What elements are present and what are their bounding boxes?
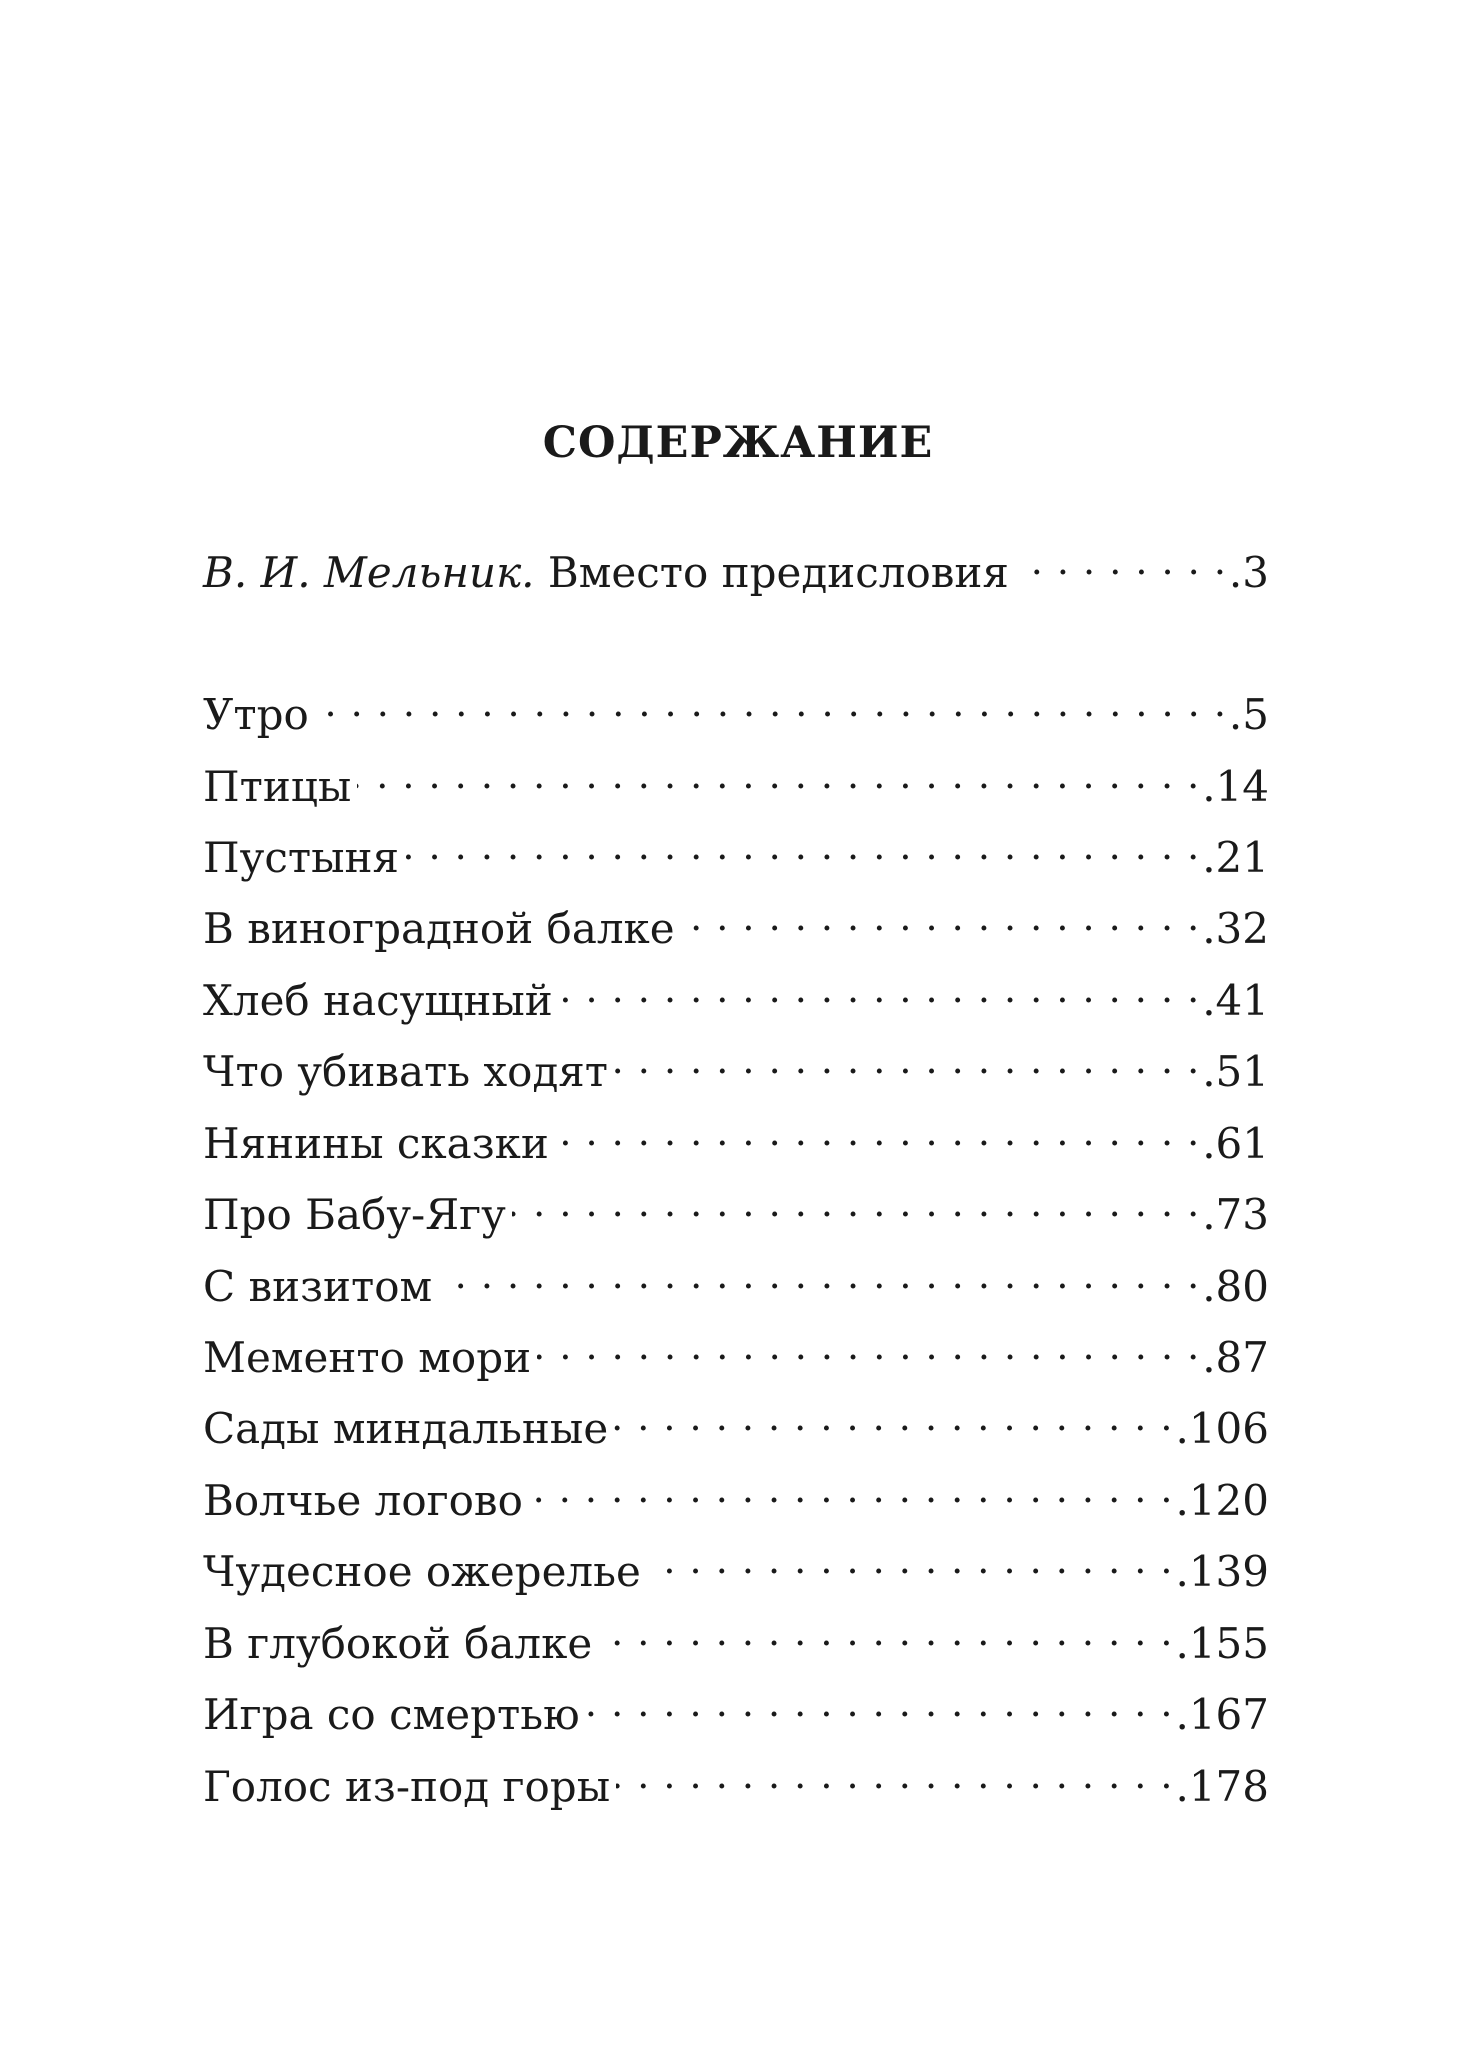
toc-entry[interactable] — [203, 1177, 1269, 1241]
toc-entry-page: .32 — [1202, 904, 1269, 953]
toc-entry-preface[interactable] — [203, 535, 1269, 599]
toc-entry[interactable] — [203, 1677, 1269, 1741]
toc-entry-title: Утро — [203, 690, 309, 739]
toc-entry[interactable] — [203, 1391, 1269, 1455]
dot-leader — [438, 1249, 1200, 1301]
toc-entry[interactable] — [203, 820, 1269, 884]
dot-leader — [555, 1106, 1200, 1158]
dot-leader — [616, 1749, 1173, 1801]
toc-entry-title: Пустыня — [203, 833, 400, 882]
dot-leader — [681, 891, 1201, 943]
toc-entry-title: Что убивать ходят — [203, 1047, 609, 1096]
toc-entry-page: .61 — [1202, 1119, 1269, 1168]
toc-entry[interactable] — [203, 677, 1269, 741]
toc-entry[interactable] — [203, 1534, 1269, 1598]
dot-leader — [315, 677, 1227, 729]
toc-entry-page: .73 — [1202, 1190, 1269, 1239]
toc-entry-page: .80 — [1202, 1262, 1269, 1311]
toc-entry-title: Сады миндальные — [203, 1404, 609, 1453]
dot-leader — [357, 749, 1200, 801]
toc-entry-title: Про Бабу-Ягу — [203, 1190, 506, 1239]
toc-entry[interactable] — [203, 1249, 1269, 1313]
toc-entry-title: Мементо мори — [203, 1333, 532, 1382]
toc-entry[interactable] — [203, 1606, 1269, 1670]
toc-entry[interactable] — [203, 891, 1269, 955]
dot-leader — [559, 963, 1200, 1015]
toc-entry-title: В глубокой балке — [203, 1619, 593, 1668]
toc-entry-title: Нянины сказки — [203, 1119, 549, 1168]
toc-entry-title: С визитом — [203, 1262, 433, 1311]
toc-entry-page: .120 — [1175, 1476, 1269, 1525]
toc-entry-title: Хлеб насущный — [203, 976, 553, 1025]
toc-entry-author: В. И. Мельник. — [203, 548, 535, 597]
toc-entry-page: .3 — [1228, 548, 1269, 597]
toc-entry[interactable] — [203, 1749, 1269, 1813]
toc-entry-page: .87 — [1202, 1333, 1269, 1382]
toc-entry-title: Волчье логово — [203, 1476, 523, 1525]
toc-entry-title: В. И. Мельник. Вместо предисловия — [203, 548, 1009, 597]
toc-entry-title: Чудесное ожерелье — [203, 1547, 641, 1596]
toc-entry-page: .21 — [1202, 833, 1269, 882]
dot-leader — [598, 1606, 1173, 1658]
toc-entry-title: В виноградной балке — [203, 904, 675, 953]
toc-entry-page: .14 — [1202, 762, 1269, 811]
dot-leader — [512, 1177, 1200, 1229]
toc-entry-page: .106 — [1175, 1404, 1269, 1453]
toc-entry[interactable] — [203, 1463, 1269, 1527]
dot-leader — [586, 1677, 1174, 1729]
dot-leader — [405, 820, 1200, 872]
toc-entry[interactable] — [203, 749, 1269, 813]
toc-entry-page: .41 — [1202, 976, 1269, 1025]
toc-entry-page: .51 — [1202, 1047, 1269, 1096]
toc-entry[interactable] — [203, 1034, 1269, 1098]
toc-entry[interactable] — [203, 1320, 1269, 1384]
toc-entry-title: Птицы — [203, 762, 352, 811]
dot-leader — [537, 1320, 1200, 1372]
toc-entry[interactable] — [203, 963, 1269, 1027]
toc-entry-page: .139 — [1175, 1547, 1269, 1596]
dot-leader — [614, 1391, 1173, 1443]
dot-leader — [647, 1534, 1174, 1586]
page-title: СОДЕРЖАНИЕ — [542, 418, 934, 468]
toc-entry-page: .178 — [1175, 1762, 1269, 1811]
toc-entry-title: Голос из-под горы — [203, 1762, 611, 1811]
toc-entry-page: .5 — [1228, 690, 1269, 739]
toc-entry-page: .167 — [1175, 1690, 1269, 1739]
toc-entry-title: Игра со смертью — [203, 1690, 580, 1739]
dot-leader — [1015, 535, 1227, 587]
dot-leader — [529, 1463, 1174, 1515]
toc-entry[interactable] — [203, 1106, 1269, 1170]
dot-leader — [614, 1034, 1200, 1086]
toc-entry-page: .155 — [1175, 1619, 1269, 1668]
